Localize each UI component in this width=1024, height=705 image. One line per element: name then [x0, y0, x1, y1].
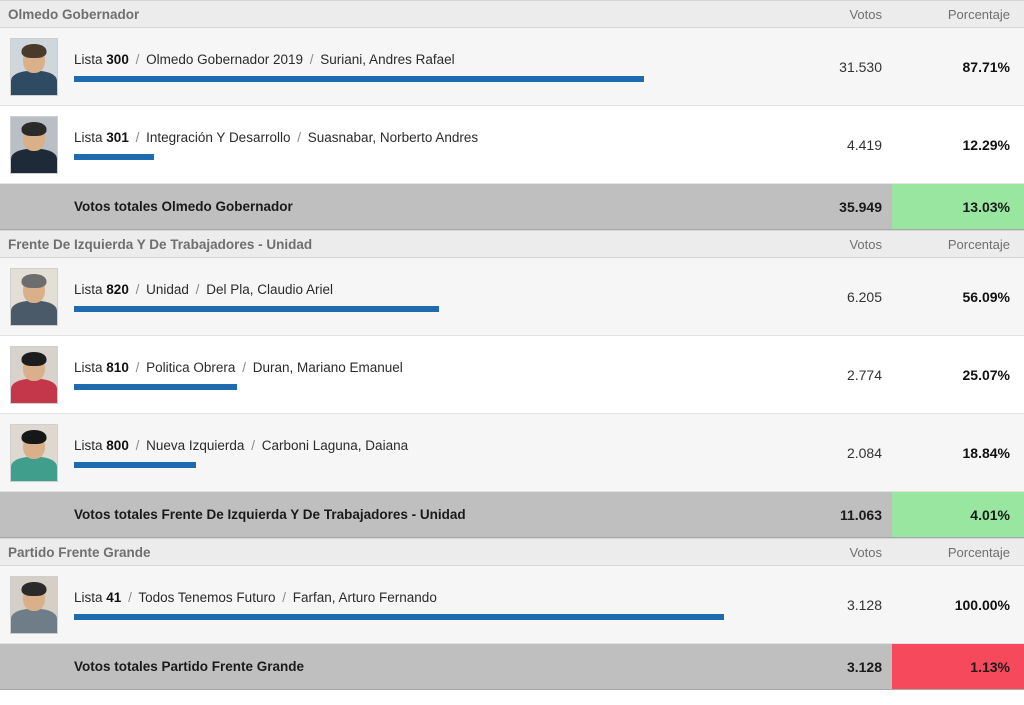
photo-body: [11, 301, 57, 325]
party-name: Olmedo Gobernador 2019: [146, 51, 303, 67]
group-total-row: [0, 184, 1024, 230]
group-header: [0, 0, 1024, 28]
photo-hair: [22, 122, 47, 136]
party-name: Integración Y Desarrollo: [146, 129, 291, 145]
group-total-percentage: 13.03%: [892, 184, 1024, 229]
group-title: Frente De Izquierda Y De Trabajadores - Unidad: [8, 236, 313, 252]
photo-hair: [22, 352, 47, 366]
vote-bar-track: [74, 614, 752, 620]
separator: /: [282, 589, 286, 605]
candidate-photo: [10, 424, 58, 482]
candidate-votes: 31.530: [839, 58, 882, 75]
lista-word: Lista: [74, 51, 103, 67]
candidate-percentage: 56.09%: [962, 288, 1010, 305]
group-title: Olmedo Gobernador: [8, 6, 140, 22]
photo-body: [11, 379, 57, 403]
candidate-info: [74, 360, 772, 390]
separator: /: [135, 129, 140, 145]
party-name: Nueva Izquierda: [146, 437, 245, 453]
lista-number: 810: [106, 359, 129, 375]
lista-word: Lista: [74, 281, 103, 297]
candidate-percentage: 100.00%: [954, 596, 1010, 613]
candidate-info: [74, 438, 772, 468]
group-header: [0, 230, 1024, 258]
candidate-label: [74, 282, 752, 297]
candidate-photo: [10, 268, 58, 326]
lista-number: 41: [106, 589, 122, 605]
column-header-porcentaje: Porcentaje: [947, 6, 1010, 22]
vote-bar-track: [74, 462, 752, 468]
candidate-name: Carboni Laguna, Daiana: [261, 437, 409, 453]
vote-bar-track: [74, 384, 752, 390]
lista-number: 301: [106, 129, 129, 145]
lista-word: Lista: [74, 437, 103, 453]
photo-body: [11, 609, 57, 633]
vote-bar-track: [74, 306, 752, 312]
candidate-percentage: 25.07%: [962, 366, 1010, 383]
vote-bar-fill: [74, 306, 439, 312]
photo-hair: [22, 430, 47, 444]
group-total-percentage: 4.01%: [892, 492, 1024, 537]
candidate-photo: [10, 576, 58, 634]
photo-body: [11, 149, 57, 173]
candidate-votes: 6.205: [846, 288, 882, 305]
vote-bar-fill: [74, 384, 237, 390]
candidate-percentage: 12.29%: [962, 136, 1010, 153]
candidate-photo: [10, 116, 58, 174]
candidate-name: Farfan, Arturo Fernando: [292, 589, 437, 605]
candidate-votes: 2.084: [846, 444, 882, 461]
separator: /: [297, 129, 301, 145]
candidate-votes: 4.419: [846, 136, 882, 153]
candidate-photo: [10, 346, 58, 404]
group-total-row: [0, 644, 1024, 690]
candidate-label: [74, 438, 752, 453]
lista-word: Lista: [74, 129, 103, 145]
vote-bar-track: [74, 154, 752, 160]
separator: /: [251, 437, 255, 453]
candidate-info: [74, 282, 772, 312]
separator: /: [242, 359, 246, 375]
vote-bar-fill: [74, 462, 196, 468]
vote-bar-fill: [74, 154, 154, 160]
candidate-votes: 3.128: [846, 596, 882, 613]
photo-hair: [22, 582, 47, 596]
column-header-votos: Votos: [849, 236, 882, 252]
candidate-percentage: 87.71%: [962, 58, 1010, 75]
column-header-votos: Votos: [849, 6, 882, 22]
candidate-row: [0, 566, 1024, 644]
group-header: [0, 538, 1024, 566]
candidate-name: Duran, Mariano Emanuel: [252, 359, 403, 375]
group-total-votes: 35.949: [839, 198, 882, 215]
group-total-label: Votos totales Frente De Izquierda Y De Trabajadores - Unidad: [74, 507, 466, 522]
candidate-info: [74, 130, 772, 160]
photo-hair: [22, 44, 47, 58]
group-total-label: Votos totales Partido Frente Grande: [74, 659, 305, 674]
candidate-row: [0, 414, 1024, 492]
candidate-name: Suriani, Andres Rafael: [320, 51, 455, 67]
photo-hair: [22, 274, 47, 288]
lista-word: Lista: [74, 359, 103, 375]
group-total-votes: 3.128: [846, 658, 882, 675]
party-name: Todos Tenemos Futuro: [138, 589, 276, 605]
candidate-name: Suasnabar, Norberto Andres: [307, 129, 479, 145]
group-total-label: Votos totales Olmedo Gobernador: [74, 199, 293, 214]
candidate-name: Del Pla, Claudio Ariel: [206, 281, 334, 297]
candidate-label: [74, 130, 752, 145]
column-header-porcentaje: Porcentaje: [947, 236, 1010, 252]
party-name: Politica Obrera: [146, 359, 236, 375]
separator: /: [135, 51, 140, 67]
candidate-photo: [10, 38, 58, 96]
separator: /: [195, 281, 200, 297]
lista-number: 300: [106, 51, 129, 67]
party-name: Unidad: [146, 281, 189, 297]
candidate-info: [74, 590, 772, 620]
separator: /: [135, 437, 140, 453]
lista-number: 800: [106, 437, 129, 453]
candidate-info: [74, 52, 772, 82]
separator: /: [309, 51, 314, 67]
column-header-porcentaje: Porcentaje: [947, 544, 1010, 560]
group-title: Partido Frente Grande: [8, 544, 151, 560]
vote-bar-fill: [74, 76, 644, 82]
candidate-votes: 2.774: [846, 366, 882, 383]
vote-bar-fill: [74, 614, 724, 620]
separator: /: [135, 359, 140, 375]
group-total-percentage: 1.13%: [892, 644, 1024, 689]
column-header-votos: Votos: [849, 544, 882, 560]
vote-bar-track: [74, 76, 752, 82]
candidate-label: [74, 360, 752, 375]
candidate-label: [74, 590, 752, 605]
photo-body: [11, 457, 57, 481]
photo-body: [11, 71, 57, 95]
separator: /: [128, 589, 132, 605]
candidate-row: [0, 28, 1024, 106]
candidate-row: [0, 336, 1024, 414]
separator: /: [135, 281, 140, 297]
candidate-row: [0, 106, 1024, 184]
candidate-label: [74, 52, 752, 67]
candidate-percentage: 18.84%: [962, 444, 1010, 461]
lista-number: 820: [106, 281, 129, 297]
group-total-votes: 11.063: [839, 506, 882, 523]
candidate-row: [0, 258, 1024, 336]
group-total-row: [0, 492, 1024, 538]
lista-word: Lista: [74, 589, 103, 605]
